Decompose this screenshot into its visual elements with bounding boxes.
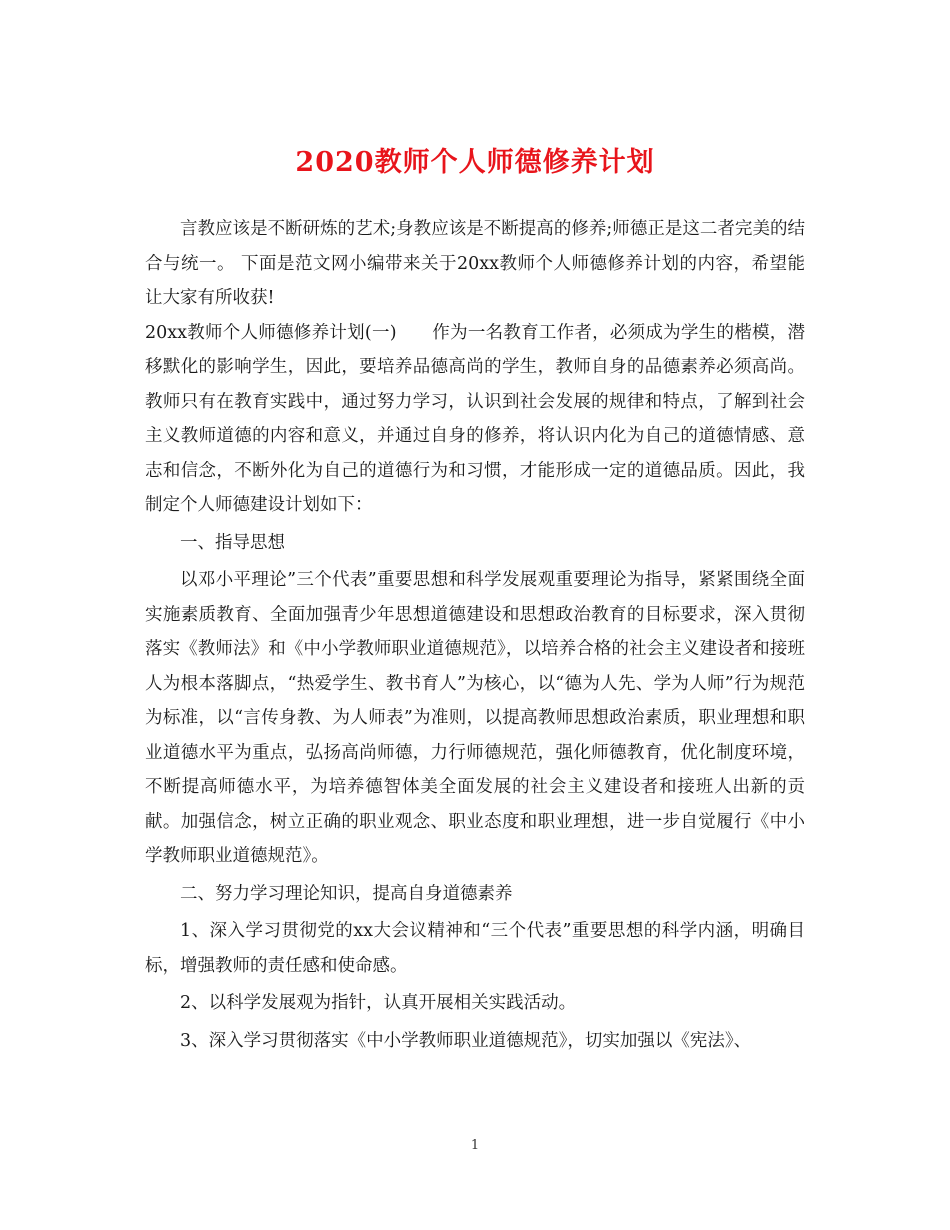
document-title: 2020教师个人师德修养计划 bbox=[295, 147, 655, 178]
section-heading-guiding-ideology: 一、指导思想 bbox=[180, 532, 285, 553]
page-number: 1 bbox=[470, 1138, 480, 1153]
list-item-3: 3、深入学习贯彻落实《中小学教师职业道德规范》，切实加强以《宪法》、 bbox=[180, 1030, 752, 1051]
section-heading-study-theory: 二、努力学习理论知识，提高自身道德素养 bbox=[180, 883, 513, 904]
list-item-2: 2、以科学发展观为指针，认真开展相关实践活动。 bbox=[180, 993, 577, 1013]
intro-paragraph: 言教应该是不断研炼的艺术;身教应该是不断提高的修养;师德正是这二者完美的结合与统一。 下面是范文网小编带来关于20xx教师个人师德修养计划的内容，希望能让大家有所收获! bbox=[145, 219, 805, 308]
list-item-1: 1、深入学习贯彻党的xx大会议精神和“三个代表”重要思想的科学内涵，明确目标，增强教师的责任感和使命感。 bbox=[145, 921, 805, 976]
document-body bbox=[145, 212, 805, 1061]
guiding-ideology-paragraph: 以邓小平理论”三个代表”重要思想和科学发展观重要理论为指导，紧紧围绕全面实施素质教育、全面加强青少年思想道德建设和思想政治教育的目标要求，深入贯彻落实《教师法》和《中小学教师职业道德规范》，以培养合格的社会主义建设者和接班人为根本落脚点，“热爱学生、教书育人”为核心，以“德为人先、学为人师”行为规范为标准，以“言传身教、为人师表”为准则，以提高教师思想政治素质，职业理想和职业道德水平为重点，弘扬高尚师德，力行师德规范，强化师德教育，优化制度环境，不断提高师德水平，为培养德智体美全面发展的社会主义建设者和接班人出新的贡献。加强信念，树立正确的职业观念、职业态度和职业理想，进一步自觉履行《中小学教师职业道德规范》。 bbox=[145, 570, 805, 866]
plan-one-paragraph: 20xx教师个人师德修养计划(一) 作为一名教育工作者，必须成为学生的楷模，潜移默化的影响学生，因此，要培养品德高尚的学生，教师自身的品德素养必须高尚。教师只有在教育实践中，通过努力学习，认识到社会发展的规律和特点，了解到社会主义教师道德的内容和意义，并通过自身的修养，将认识内化为自己的道德情感、意志和信念，不断外化为自己的道德行为和习惯，才能形成一定的道德品质。因此，我制定个人师德建设计划如下： bbox=[145, 322, 805, 515]
